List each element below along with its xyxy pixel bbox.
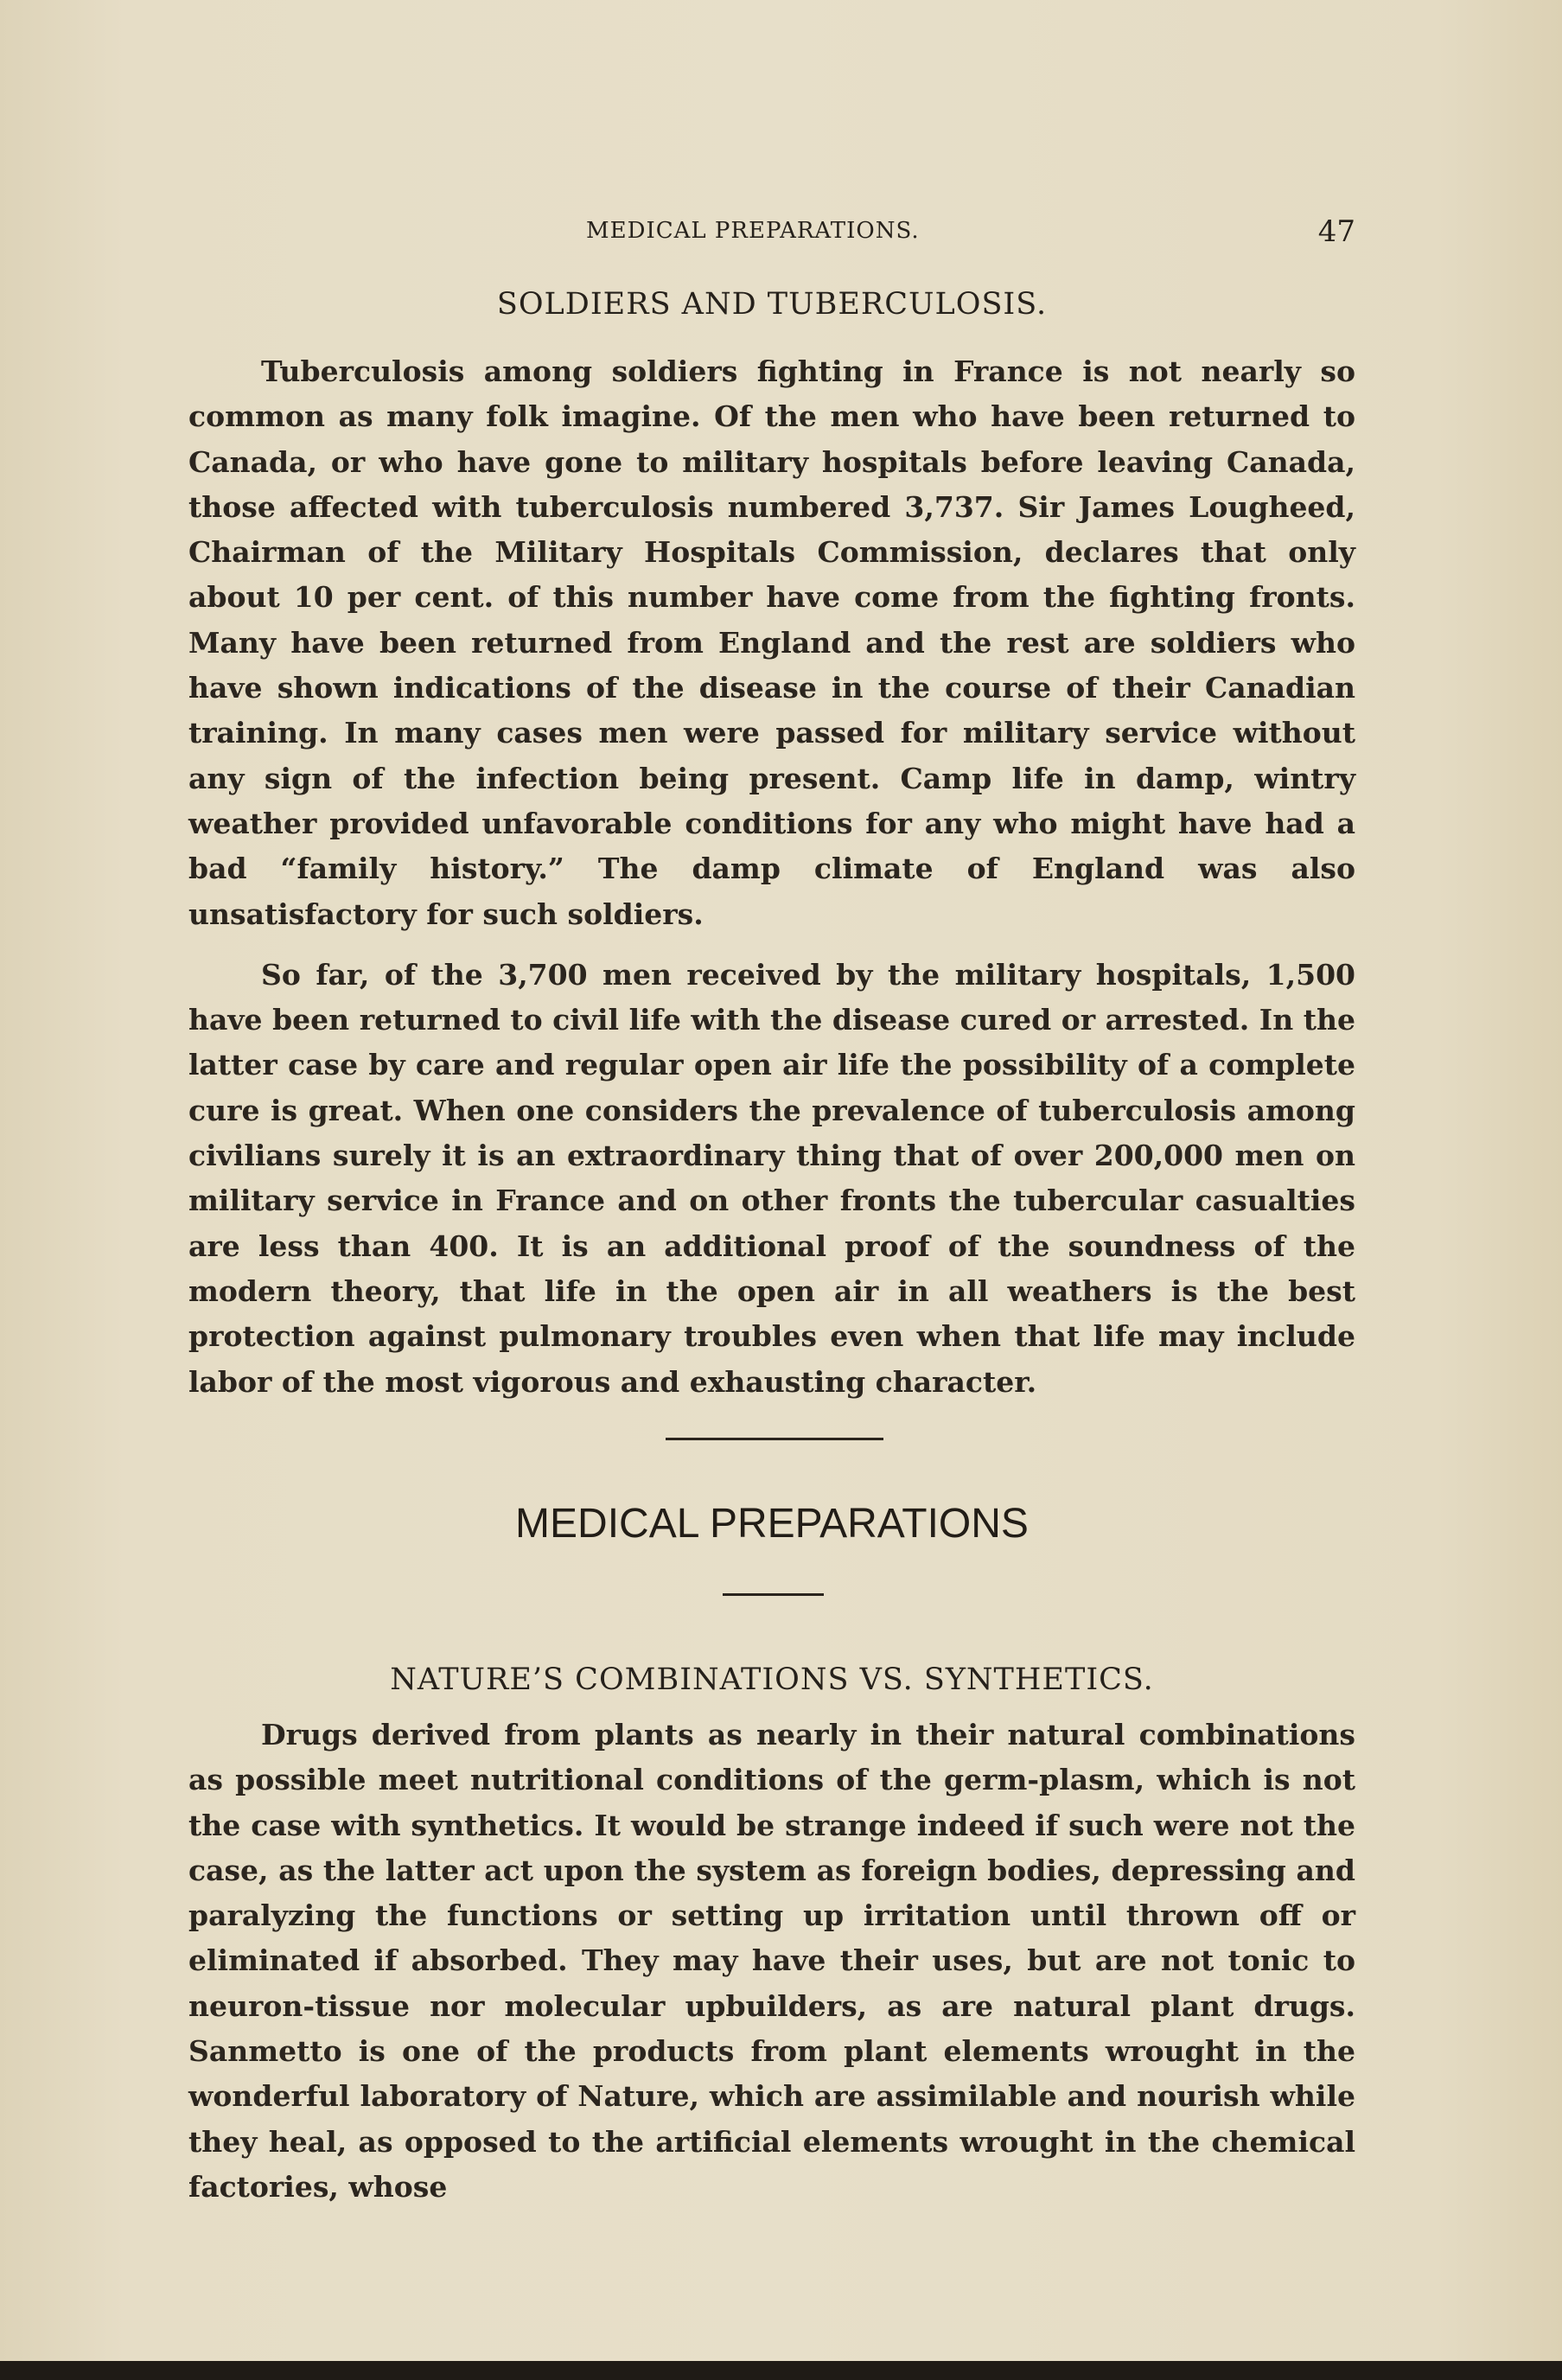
paragraph-1: Tuberculosis among soldiers fighting in France is not nearly so common as many folk imagine. Of the men who have been returned to Canada, or who have gone to military hospitals before leaving Canada, those affected with tuberculosis numbered 3,737. Sir James Lougheed, Chairman of the Military Hospitals Commission, declares that only about 10 per cent. of this number have come from the fighting fronts. Many have been returned from England and the rest are soldiers who have shown indications of the disease in the course of their Canadian training. In many cases men were passed for military service without any sign of the infection being present. Camp life in damp, wintry weather provided unfavorable conditions for any who might have had a bad “family history.” The damp climate of England was also unsatisfactory for such soldiers.	[188, 354, 1355, 931]
section-heading-nature: NATURE’S COMBINATIONS VS. SYNTHETICS.	[390, 1662, 1154, 1697]
running-head	[188, 214, 1355, 258]
section-heading-soldiers: SOLDIERS AND TUBERCULOSIS.	[496, 287, 1048, 322]
main-heading: MEDICAL PREPARATIONS	[515, 1501, 1029, 1547]
section-soldiers-body	[188, 349, 1355, 1405]
divider-rule-bottom	[723, 1593, 824, 1596]
paragraph-2: So far, of the 3,700 men received by the military hospitals, 1,500 have been returned to civil life with the disease cured or arrested. In the latter case by care and regular open air life the possibility of a complete cure is great. When one considers the prevalence of tuberculosis among civilians surely it is an extraordinary thing that of over 200,000 men on military service in France and on other fronts the tubercular casualties are less than 400. It is an additional proof of the soundness of the modern theory, that life in the open air in all weathers is the best protection against pulmonary troubles even when that life may include labor of the most vigorous and exhausting character.	[188, 957, 1355, 1399]
section-nature-body	[188, 1713, 1355, 2210]
paragraph-3: Drugs derived from plants as nearly in their natural combinations as possible meet nutritional conditions of the germ-plasm, which is not the case with synthetics. It would be strange indeed if such were not the case, as the latter act upon the system as foreign bodies, depressing and paralyzing the functions or setting up irritation until thrown off or eliminated if absorbed. They may have their uses, but are not tonic to neuron-tissue nor molecular upbuilders, as are natural plant drugs. Sanmetto is one of the products from plant elements wrought in the wonderful laboratory of Nature, which are assimilable and nourish while they heal, as opposed to the artificial elements wrought in the chemical factories, whose	[188, 1718, 1355, 2204]
page-bottom-edge	[0, 2361, 1562, 2380]
divider-rule-top	[666, 1438, 883, 1440]
page-number: 47	[1317, 214, 1355, 249]
running-title: MEDICAL PREPARATIONS.	[586, 218, 920, 244]
